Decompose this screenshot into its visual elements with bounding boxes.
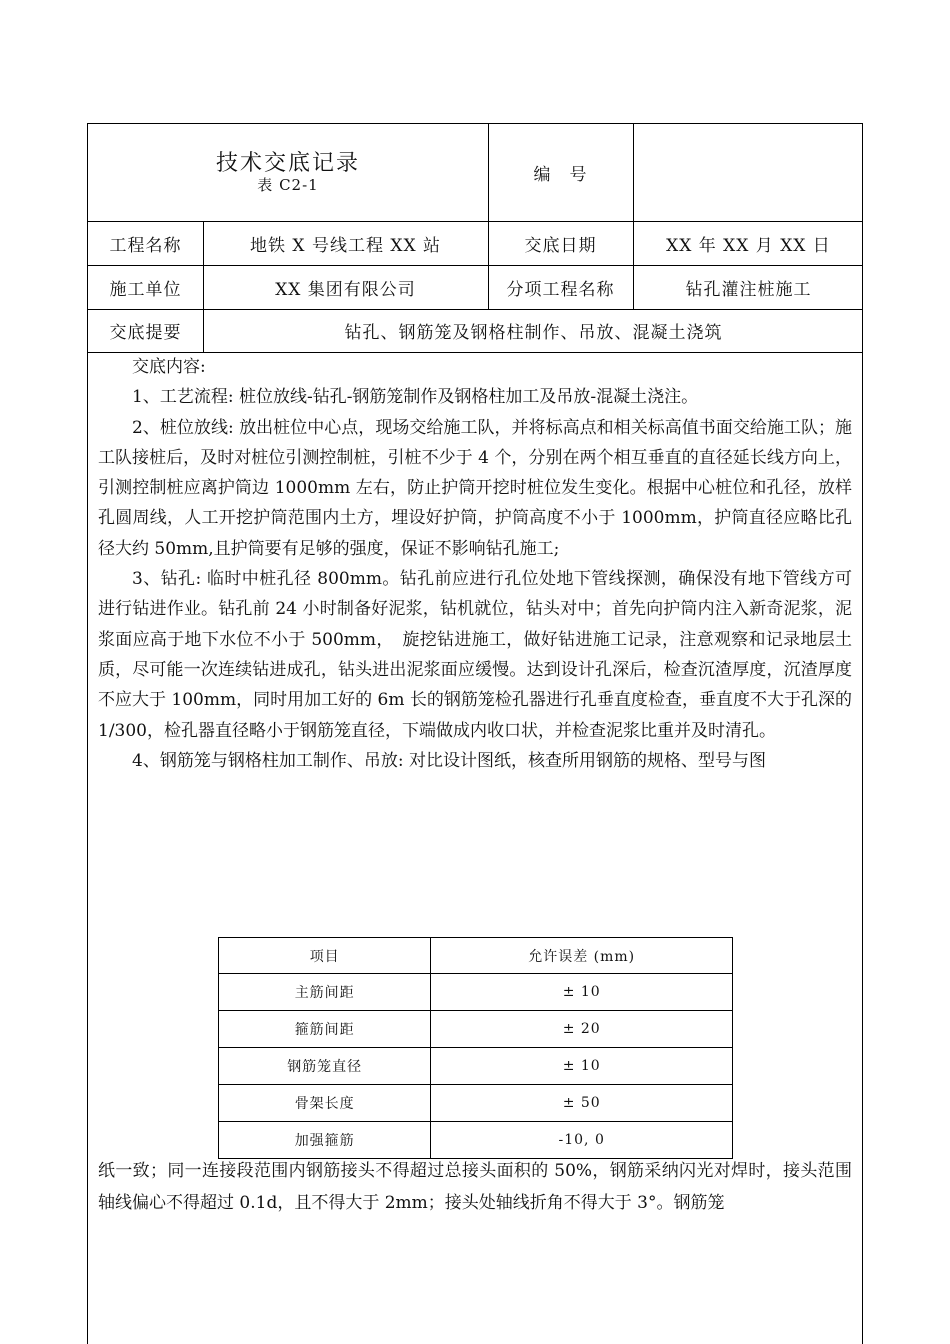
column-header-item: 项目 xyxy=(219,938,431,974)
form-code: 表 C2-1 xyxy=(257,176,319,194)
row-item: 主筋间距 xyxy=(219,974,431,1011)
paragraph-cage-continued: 纸一致；同一连接段范围内钢筋接头不得超过总接头面积的 50%，钢筋采纳闪光对焊时，接头范围轴线偏心不得超过 0.1d，且不得大于 2mm；接头处轴线折角不得大于 3°。钢筋笼 xyxy=(98,1161,852,1213)
row-item: 加强箍筋 xyxy=(219,1122,431,1159)
paragraph-process-flow: 1、工艺流程: 桩位放线-钻孔-钢筋笼制作及钢格柱加工及吊放-混凝土浇注。 xyxy=(132,387,699,408)
table-row xyxy=(219,1085,733,1122)
table-row xyxy=(219,1048,733,1085)
table-header-row xyxy=(219,938,733,974)
row-tolerance: ± 20 xyxy=(431,1011,733,1048)
row-tolerance: ± 50 xyxy=(431,1085,733,1122)
content-heading: 交底内容: xyxy=(132,357,206,377)
construction-unit-label: 施工单位 xyxy=(109,279,182,300)
sub-project-label: 分项工程名称 xyxy=(506,279,615,300)
technical-disclosure-form xyxy=(87,123,863,1344)
row-tolerance: ± 10 xyxy=(431,974,733,1011)
project-name-label: 工程名称 xyxy=(109,235,182,256)
table-row xyxy=(219,1011,733,1048)
number-label: 编 号 xyxy=(533,165,588,185)
number-value[interactable] xyxy=(633,124,864,221)
disclosure-content xyxy=(98,352,852,776)
row-item: 钢筋笼直径 xyxy=(219,1048,431,1085)
disclosure-date-label: 交底日期 xyxy=(524,235,597,256)
table-row xyxy=(219,1122,733,1159)
column-header-tolerance: 允许误差 (mm) xyxy=(431,938,733,974)
tolerance-table xyxy=(218,937,733,1159)
paragraph-cage-fabrication: 4、钢筋笼与钢格柱加工制作、吊放: 对比设计图纸，核查所用钢筋的规格、型号与图 xyxy=(132,750,766,771)
disclosure-date-value: XX 年 XX 月 XX 日 xyxy=(666,235,831,256)
paragraph-pile-layout: 2、桩位放线: 放出桩位中心点，现场交给施工队，并将标高点和相关标高值书面交给施工队；施工队接桩后，及时对桩位引测控制桩，引桩不少于 4 个，分别在两个相互垂直的直径延长线方向上，引测控制桩应离护筒边 1000mm 左右，防止护筒开挖时桩位发生变化。根据中心桩位和孔径，放样孔圆周线，人工开挖护筒范围内土方，埋设好护筒，护筒高度不小于 1000mm，护筒直径应略比孔径大约 50mm,且护筒要有足够的强度，保证不影响钻孔施工; xyxy=(98,417,852,559)
table-row xyxy=(219,974,733,1011)
summary-value: 钻孔、钢筋笼及钢格柱制作、吊放、混凝土浇筑 xyxy=(344,323,723,343)
summary-label: 交底提要 xyxy=(109,323,182,343)
project-name-value: 地铁 X 号线工程 XX 站 xyxy=(250,235,441,256)
row-item: 箍筋间距 xyxy=(219,1011,431,1048)
row-tolerance: -10, 0 xyxy=(431,1122,733,1159)
row-tolerance: ± 10 xyxy=(431,1048,733,1085)
construction-unit-value: XX 集团有限公司 xyxy=(275,279,416,300)
paragraph-drilling: 3、钻孔: 临时中桩孔径 800mm。钻孔前应进行孔位处地下管线探测，确保没有地下管线方可进行钻进作业。钻孔前 24 小时制备好泥浆，钻机就位，钻头对中；首先向护筒内注入新奇泥浆，泥浆面应高于地下水位不小于 500mm， 旋挖钻进施工，做好钻进施工记录，注意观察和记录地层土质，尽可能一次连续钻进成孔，钻头进出泥浆面应缓慢。达到设计孔深后，检查沉渣厚度，沉渣厚度不应大于 100mm，同时用加工好的 6m 长的钢筋笼检孔器进行孔垂直度检查，垂直度不大于孔深的 1/300，检孔器直径略小于钢筋笼直径，下端做成内收口状，并检查泥浆比重并及时清孔。 xyxy=(98,569,852,741)
sub-project-value: 钻孔灌注桩施工 xyxy=(685,279,812,300)
form-title: 技术交底记录 xyxy=(215,151,360,176)
continued-content xyxy=(98,1155,852,1219)
row-item: 骨架长度 xyxy=(219,1085,431,1122)
